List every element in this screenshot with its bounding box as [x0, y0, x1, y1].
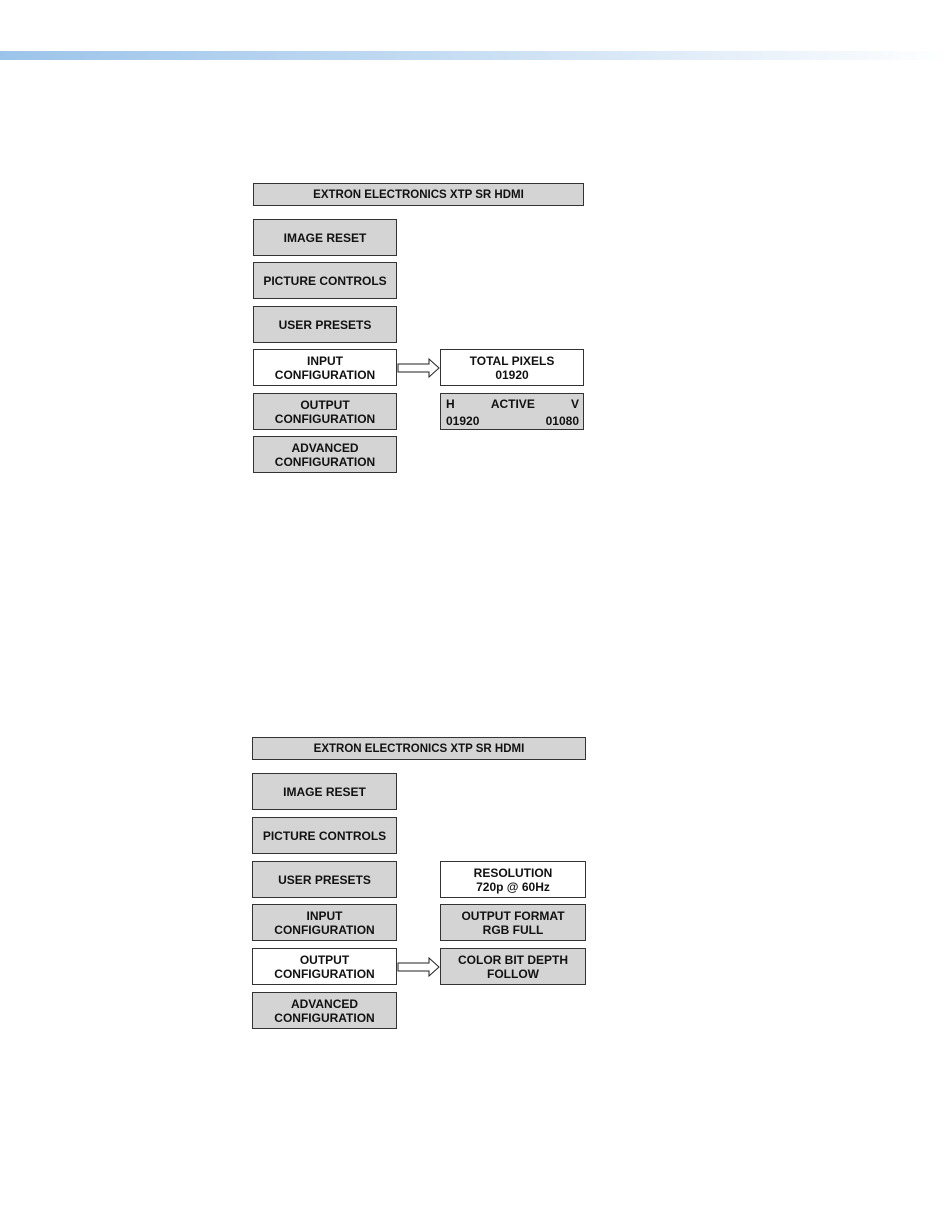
menu-item-output-configuration [252, 948, 397, 985]
menu-title-label: EXTRON ELECTRONICS XTP SR HDMI [313, 742, 525, 755]
active-v-value: 01080 [545, 414, 579, 428]
menu-item-label-line1: INPUT [307, 353, 343, 368]
active-h-value: 01920 [446, 414, 480, 428]
submenu-value: RGB FULL [482, 922, 544, 937]
menu-item-label: PICTURE CONTROLS [262, 828, 387, 843]
menu-title-label: EXTRON ELECTRONICS XTP SR HDMI [313, 188, 524, 201]
submenu-label: TOTAL PIXELS [469, 353, 555, 368]
active-label: ACTIVE [490, 397, 535, 411]
submenu-color-bit-depth [440, 948, 586, 985]
menu-item-user-presets [252, 861, 397, 898]
menu-item-label-line2: CONFIGURATION [274, 454, 376, 469]
submenu-label: COLOR BIT DEPTH [458, 952, 568, 967]
menu-item-advanced-configuration [252, 992, 397, 1029]
menu-item-label: PICTURE CONTROLS [263, 273, 387, 288]
menu-item-label-line2: CONFIGURATION [274, 922, 375, 937]
menu-item-label-line2: CONFIGURATION [274, 411, 376, 426]
menu-item-input-configuration [252, 904, 397, 941]
menu-item-label-line2: CONFIGURATION [274, 966, 375, 981]
menu-item-label-line1: OUTPUT [300, 397, 350, 412]
menu-item-image-reset [252, 773, 397, 810]
menu-item-label-line1: INPUT [306, 908, 343, 923]
menu-item-label: IMAGE RESET [283, 784, 366, 799]
menu-item-label-line2: CONFIGURATION [274, 367, 376, 382]
submenu-value: 720p @ 60Hz [476, 879, 550, 894]
menu-item-label-line1: ADVANCED [291, 440, 359, 455]
submenu-value: 01920 [495, 367, 529, 382]
menu-item-label: USER PRESETS [278, 317, 372, 332]
menu-item-label-line1: OUTPUT [299, 952, 350, 967]
submenu-label: RESOLUTION [473, 865, 553, 880]
active-h-label: H [446, 397, 455, 411]
submenu-label: OUTPUT FORMAT [461, 908, 565, 923]
submenu-output-format [440, 904, 586, 941]
menu-title [252, 737, 586, 760]
menu-item-label-line2: CONFIGURATION [274, 1010, 375, 1025]
menu-item-label: IMAGE RESET [283, 230, 367, 245]
submenu-resolution [440, 861, 586, 898]
active-v-label: V [570, 397, 579, 411]
menu-item-label-line1: ADVANCED [290, 996, 359, 1011]
right-arrow-icon [397, 957, 441, 977]
menu-item-picture-controls [252, 817, 397, 854]
submenu-value: FOLLOW [487, 966, 539, 981]
menu-item-label: USER PRESETS [278, 872, 371, 887]
